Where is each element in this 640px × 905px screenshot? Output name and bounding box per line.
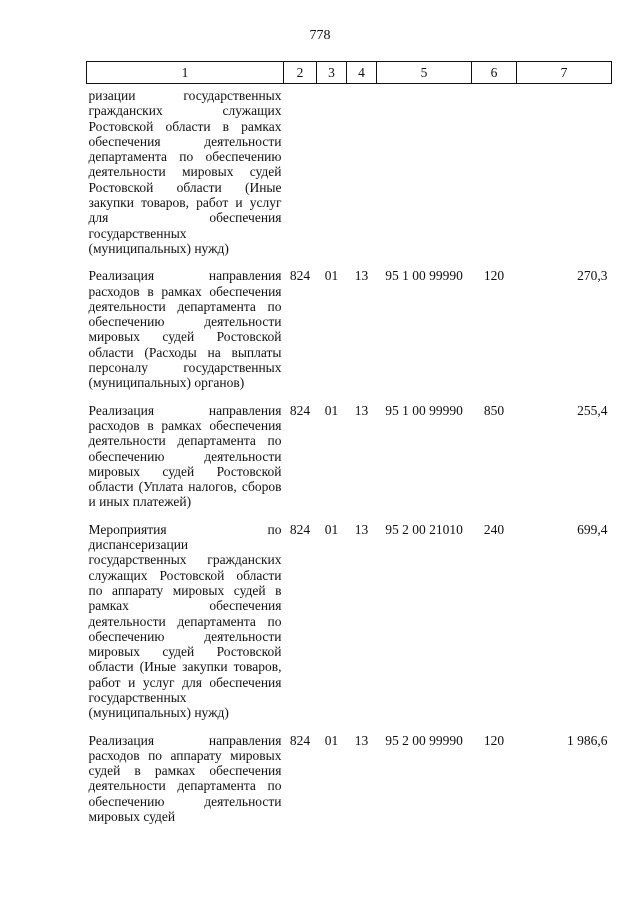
column-header: 6	[472, 62, 517, 84]
budget-table	[86, 61, 612, 836]
amount: 270,3	[577, 268, 608, 284]
amount: 1 986,6	[567, 732, 608, 748]
ministry-code: 824	[289, 268, 311, 284]
section-code: 01	[324, 521, 339, 537]
table-row	[87, 403, 612, 522]
row-description: Реализация направления расходов по аппарату мировых судей в рамках обеспечения деятельности департамента по обеспечению деятельности мировых судей	[88, 732, 282, 825]
expense-type-code: 240	[483, 521, 505, 537]
column-header: 4	[347, 62, 377, 84]
target-article-code: 95 1 00 99990	[385, 268, 463, 284]
row-description: Мероприятия по диспансеризации государственных гражданских служащих Ростовской области по аппарату мировых судей в рамках обеспечения деятельности департамента по обеспечению деятельности мировых судей Ростовской области (Иные закупки товаров, работ и услуг для обеспечения государственных (муниципальных) нужд)	[88, 521, 282, 721]
subsection-code: 13	[354, 402, 369, 418]
section-code	[317, 84, 347, 269]
expense-type-code: 850	[483, 402, 505, 418]
expense-type-code: 120	[483, 268, 505, 284]
ministry-code: 824	[289, 402, 311, 418]
subsection-code: 13	[354, 521, 369, 537]
table-row	[87, 84, 612, 269]
ministry-code	[284, 84, 317, 269]
subsection-code: 13	[354, 732, 369, 748]
expense-type-code: 120	[483, 732, 505, 748]
row-description: Реализация направления расходов в рамках обеспечения деятельности департамента по обеспечению деятельности мировых судей Ростовской области (Уплата налогов, сборов и иных платежей)	[88, 402, 282, 510]
subsection-code	[347, 84, 377, 269]
section-code: 01	[324, 732, 339, 748]
target-article-code	[377, 84, 472, 269]
page-number: 778	[309, 28, 331, 43]
section-code: 01	[324, 402, 339, 418]
column-header: 7	[517, 62, 612, 84]
table-row	[87, 733, 612, 837]
ministry-code: 824	[289, 521, 311, 537]
amount: 699,4	[577, 521, 608, 537]
column-header: 5	[377, 62, 472, 84]
ministry-code: 824	[289, 732, 311, 748]
target-article-code: 95 1 00 99990	[385, 402, 463, 418]
target-article-code: 95 2 00 99990	[385, 732, 463, 748]
table-row	[87, 522, 612, 733]
row-description: ризации государственных гражданских служащих Ростовской области в рамках обеспечения деятельности департамента по обеспечению деятельности мировых судей Ростовской области (Иные закупки товаров, работ и услуг для обеспечения государственных (муниципальных) нужд)	[88, 88, 282, 256]
target-article-code: 95 2 00 21010	[385, 521, 463, 537]
table-row	[87, 268, 612, 402]
amount: 255,4	[577, 402, 608, 418]
row-description: Реализация направления расходов в рамках обеспечения деятельности департамента по обеспечению деятельности мировых судей Ростовской области (Расходы на выплаты персоналу государственных (муниципальных) органов)	[88, 268, 282, 391]
column-header: 1	[87, 62, 284, 84]
expense-type-code	[472, 84, 517, 269]
column-header: 2	[284, 62, 317, 84]
subsection-code: 13	[354, 268, 369, 284]
amount	[517, 84, 612, 269]
column-header: 3	[317, 62, 347, 84]
table-header-row	[87, 62, 612, 84]
section-code: 01	[324, 268, 339, 284]
